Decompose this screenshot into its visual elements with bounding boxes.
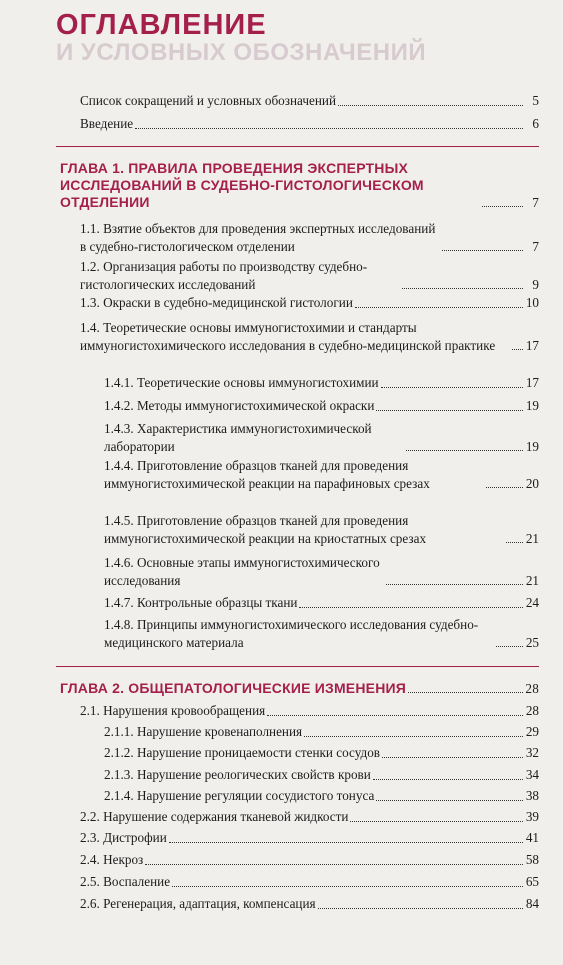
toc-entry-label: 2.4. Некроз <box>80 852 144 867</box>
leader-dots <box>172 886 523 887</box>
toc-entry-page: 28 <box>525 703 539 718</box>
toc-chapter-2[interactable] <box>60 680 539 697</box>
toc-entry-1-4[interactable] <box>80 319 539 354</box>
toc-entry-page: 10 <box>525 295 539 310</box>
leader-dots <box>382 757 523 758</box>
toc-entry-1-4-1[interactable] <box>104 374 539 392</box>
leader-dots <box>376 410 523 411</box>
toc-entry-page: 28 <box>525 681 539 696</box>
leader-dots <box>350 821 523 822</box>
leader-dots <box>338 105 523 106</box>
toc-entry-label: 1.3. Окраски в судебно-медицинской гистологии <box>80 295 353 310</box>
leader-dots <box>318 908 523 909</box>
leader-dots <box>408 692 523 693</box>
leader-dots <box>355 307 523 308</box>
toc-entry-label: 1.4.3. Характеристика иммуногистохимической лаборатории <box>104 421 372 454</box>
toc-entry-2-1-1[interactable] <box>104 723 539 741</box>
toc-entry-abbreviations[interactable] <box>80 92 539 110</box>
toc-entry-1-4-8[interactable] <box>104 616 539 651</box>
toc-entry-page: 19 <box>525 398 539 413</box>
toc-entry-page: 9 <box>532 276 539 292</box>
toc-entry-2-1-4[interactable] <box>104 787 539 805</box>
toc-entry-page: 5 <box>532 93 539 108</box>
toc-entry-page: 84 <box>525 896 539 911</box>
leader-dots <box>145 864 523 865</box>
toc-entry-label: 1.4.5. Приготовление образцов тканей для проведения иммуногистохимической реакции на криостатных срезах <box>104 513 427 546</box>
toc-entry-label: 1.4.6. Основные этапы иммуногистохимического исследования <box>104 555 380 588</box>
toc-entry-2-1-2[interactable] <box>104 744 539 762</box>
toc-entry-label: 2.1. Нарушения кровообращения <box>80 703 266 718</box>
toc-entry-1-4-2[interactable] <box>104 397 539 415</box>
leader-dots <box>406 450 523 451</box>
toc-entry-2-4[interactable] <box>80 851 539 869</box>
toc-entry-page: 58 <box>525 852 539 867</box>
toc-entry-label: 2.3. Дистрофии <box>80 830 167 845</box>
toc-entry-2-1-3[interactable] <box>104 766 539 784</box>
toc-entry-label: 2.6. Регенерация, адаптация, компенсация <box>80 896 316 911</box>
toc-entry-page: 32 <box>525 745 539 760</box>
toc-entry-1-4-3[interactable] <box>104 420 539 455</box>
leader-dots <box>135 128 523 129</box>
toc-entry-label: 2.1.1. Нарушение кровенаполнения <box>104 724 303 739</box>
chapter-divider <box>56 666 539 667</box>
toc-entry-page: 39 <box>525 809 539 824</box>
page-title: ОГЛАВЛЕНИЕ <box>56 9 267 41</box>
toc-entry-label: 1.4. Теоретические основы иммуногистохимии и стандарты иммуногистохимического исследования в судебно-медицинской практике <box>80 320 496 353</box>
toc-entry-label: 1.4.8. Принципы иммуногистохимического исследования судебно-медицинского материала <box>104 617 479 650</box>
toc-entry-label: 2.1.2. Нарушение проницаемости стенки сосудов <box>104 745 381 760</box>
leader-dots <box>386 584 523 585</box>
leader-dots <box>267 715 523 716</box>
toc-entry-page: 41 <box>525 830 539 845</box>
leader-dots <box>442 250 523 251</box>
toc-entry-label: 1.4.2. Методы иммуногистохимической окраски <box>104 398 375 413</box>
toc-entry-label: Введение <box>80 116 134 131</box>
toc-entry-page: 20 <box>525 475 539 491</box>
leader-dots <box>376 800 523 801</box>
leader-dots <box>299 607 523 608</box>
leader-dots <box>381 387 523 388</box>
toc-entry-2-1[interactable] <box>80 702 539 720</box>
toc-entry-2-6[interactable] <box>80 895 539 913</box>
bleed-through-text: И УСЛОВНЫХ ОБОЗНАЧЕНИЙ <box>56 39 427 66</box>
toc-entry-label: 2.1.4. Нарушение регуляции сосудистого тонуса <box>104 788 375 803</box>
toc-entry-label: 2.1.3. Нарушение реологических свойств крови <box>104 767 371 782</box>
toc-entry-page: 24 <box>525 595 539 610</box>
chapter-title: ГЛАВА 2. ОБЩЕПАТОЛОГИЧЕСКИЕ ИЗМЕНЕНИЯ <box>60 680 407 696</box>
toc-entry-page: 34 <box>525 767 539 782</box>
toc-entry-page: 17 <box>525 375 539 390</box>
toc-chapter-1[interactable] <box>60 160 539 211</box>
toc-entry-page: 7 <box>532 195 539 210</box>
toc-entry-page: 29 <box>525 724 539 739</box>
toc-entry-page: 19 <box>525 438 539 454</box>
toc-entry-label: 2.2. Нарушение содержания тканевой жидкости <box>80 809 349 824</box>
toc-entry-2-2[interactable] <box>80 808 539 826</box>
toc-entry-page: 38 <box>525 788 539 803</box>
toc-entry-label: 1.4.7. Контрольные образцы ткани <box>104 595 298 610</box>
toc-entry-page: 21 <box>525 530 539 546</box>
toc-entry-1-1[interactable] <box>80 220 539 255</box>
toc-entry-page: 25 <box>525 634 539 650</box>
leader-dots <box>506 542 523 543</box>
toc-entry-page: 65 <box>525 874 539 889</box>
toc-entry-label: 1.1. Взятие объектов для проведения экспертных исследований в судебно-гистологическом отделении <box>80 221 436 254</box>
toc-entry-label: 2.5. Воспаление <box>80 874 171 889</box>
toc-entry-2-3[interactable] <box>80 829 539 847</box>
toc-entry-1-4-6[interactable] <box>104 554 539 589</box>
leader-dots <box>373 779 523 780</box>
toc-entry-label: 1.4.1. Теоретические основы иммуногистохимии <box>104 375 379 390</box>
leader-dots <box>496 646 523 647</box>
leader-dots <box>304 736 523 737</box>
toc-entry-label: 1.2. Организация работы по производству судебно-гистологических исследований <box>80 259 368 292</box>
toc-entry-2-5[interactable] <box>80 873 539 891</box>
chapter-title: ГЛАВА 1. ПРАВИЛА ПРОВЕДЕНИЯ ЭКСПЕРТНЫХ ИССЛЕДОВАНИЙ В СУДЕБНО-ГИСТОЛОГИЧЕСКОМ ОТДЕЛЕНИИ <box>60 160 424 210</box>
leader-dots <box>486 487 523 488</box>
toc-entry-1-2[interactable] <box>80 258 539 293</box>
toc-entry-page: 7 <box>532 238 539 254</box>
toc-entry-1-3[interactable] <box>80 294 539 312</box>
toc-entry-1-4-4[interactable] <box>104 457 539 492</box>
chapter-divider <box>56 146 539 147</box>
leader-dots <box>169 842 523 843</box>
leader-dots <box>482 206 523 207</box>
toc-entry-page: 21 <box>525 572 539 588</box>
toc-entry-introduction[interactable] <box>80 115 539 133</box>
leader-dots <box>512 349 523 350</box>
toc-entry-1-4-7[interactable] <box>104 594 539 612</box>
toc-entry-label: Список сокращений и условных обозначений <box>80 93 336 108</box>
leader-dots <box>402 288 523 289</box>
toc-entry-1-4-5[interactable] <box>104 512 539 547</box>
toc-entry-label: 1.4.4. Приготовление образцов тканей для проведения иммуногистохимической реакции на парафиновых срезах <box>104 458 430 491</box>
toc-entry-page: 17 <box>525 337 539 353</box>
toc-entry-page: 6 <box>532 116 539 131</box>
